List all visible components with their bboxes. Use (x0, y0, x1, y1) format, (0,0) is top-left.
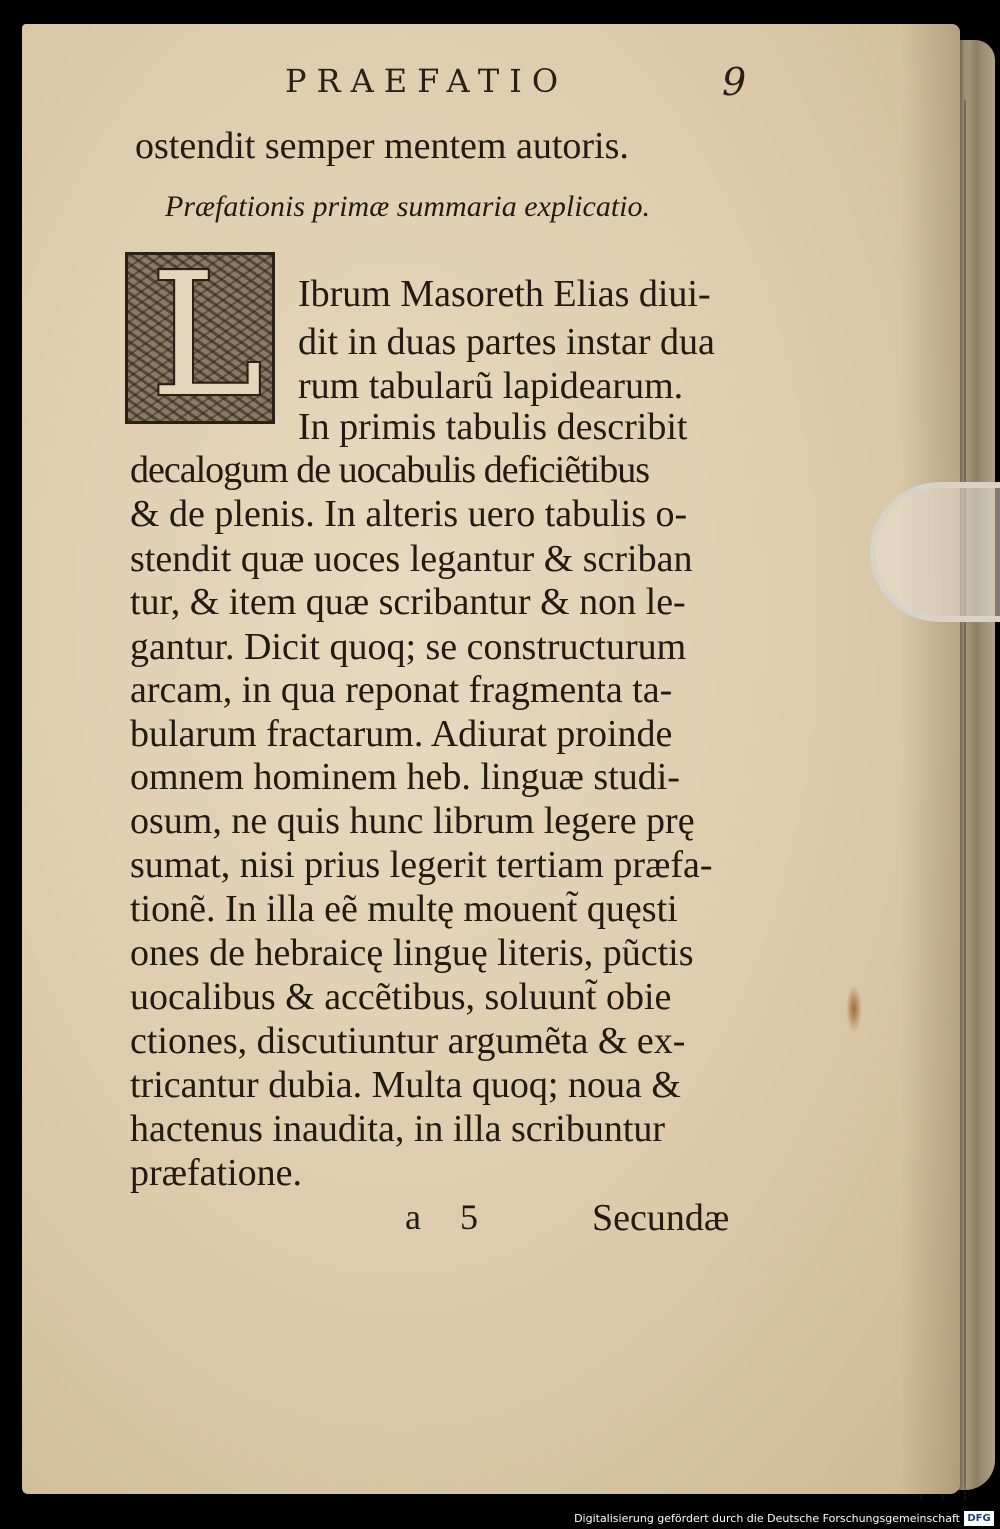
text-line: In primis tabulis describit (298, 406, 688, 448)
running-head: PRAEFATIO (285, 62, 569, 100)
text-line: ones de hebraicę linguę literis, pũctis (130, 932, 694, 974)
text-line: sumat, nisi prius legerit tertiam præfa- (130, 844, 713, 886)
decorated-initial (125, 252, 275, 424)
page-clip (870, 482, 1000, 622)
text-line: dit in duas partes instar dua (298, 321, 715, 363)
text-line: tricantur dubia. Multa quoq; noua & (130, 1064, 681, 1106)
initial-letter: L (150, 252, 263, 424)
text-line: uocalibus & accẽtibus, soluunt̃ obie (130, 976, 672, 1018)
text-line-first: ostendit semper mentem autoris. (135, 125, 629, 167)
section-subheading: Præfationis primæ summaria explicatio. (165, 190, 651, 223)
text-line: hactenus inaudita, in illa scribuntur (130, 1108, 666, 1150)
text-line: Ibrum Masoreth Elias diui- (298, 273, 711, 315)
text-line: rum tabularũ lapidearum. (298, 365, 684, 407)
text-line: arcam, in qua reponat fragmenta ta- (130, 669, 673, 711)
page-number: 9 (722, 60, 747, 104)
text-line: osum, ne quis hunc librum legere prę (130, 800, 695, 842)
paper-stain (846, 985, 862, 1033)
funding-credit: Digitalisierung gefördert durch die Deutsche Forschungsgemeinschaft (574, 1512, 960, 1525)
text-line: ctiones, discutiuntur argumẽta & ex- (130, 1020, 686, 1062)
page-fold-shadow (900, 24, 960, 1494)
text-line: gantur. Dicit quoq; se constructurum (130, 626, 687, 668)
text-line: decalogum de uocabulis deficiẽtibus (130, 449, 649, 491)
signature-mark: a 5 (405, 1197, 478, 1237)
text-line: omnem hominem heb. linguæ studi- (130, 756, 680, 798)
dfg-logo: DFG (964, 1511, 994, 1526)
text-line: stendit quæ uoces legantur & scriban (130, 538, 693, 580)
text-line: tionẽ. In illa eẽ multę mouent̃ quęsti (130, 888, 678, 930)
text-line: bularum fractarum. Adiurat proinde (130, 713, 673, 755)
text-line: præfatione. (130, 1152, 303, 1194)
text-line: tur, & item quæ scribantur & non le- (130, 581, 686, 623)
catchword: Secundæ (592, 1197, 730, 1239)
leaf-edge-line (964, 100, 966, 1500)
text-line: & de plenis. In alteris uero tabulis o- (130, 493, 688, 535)
